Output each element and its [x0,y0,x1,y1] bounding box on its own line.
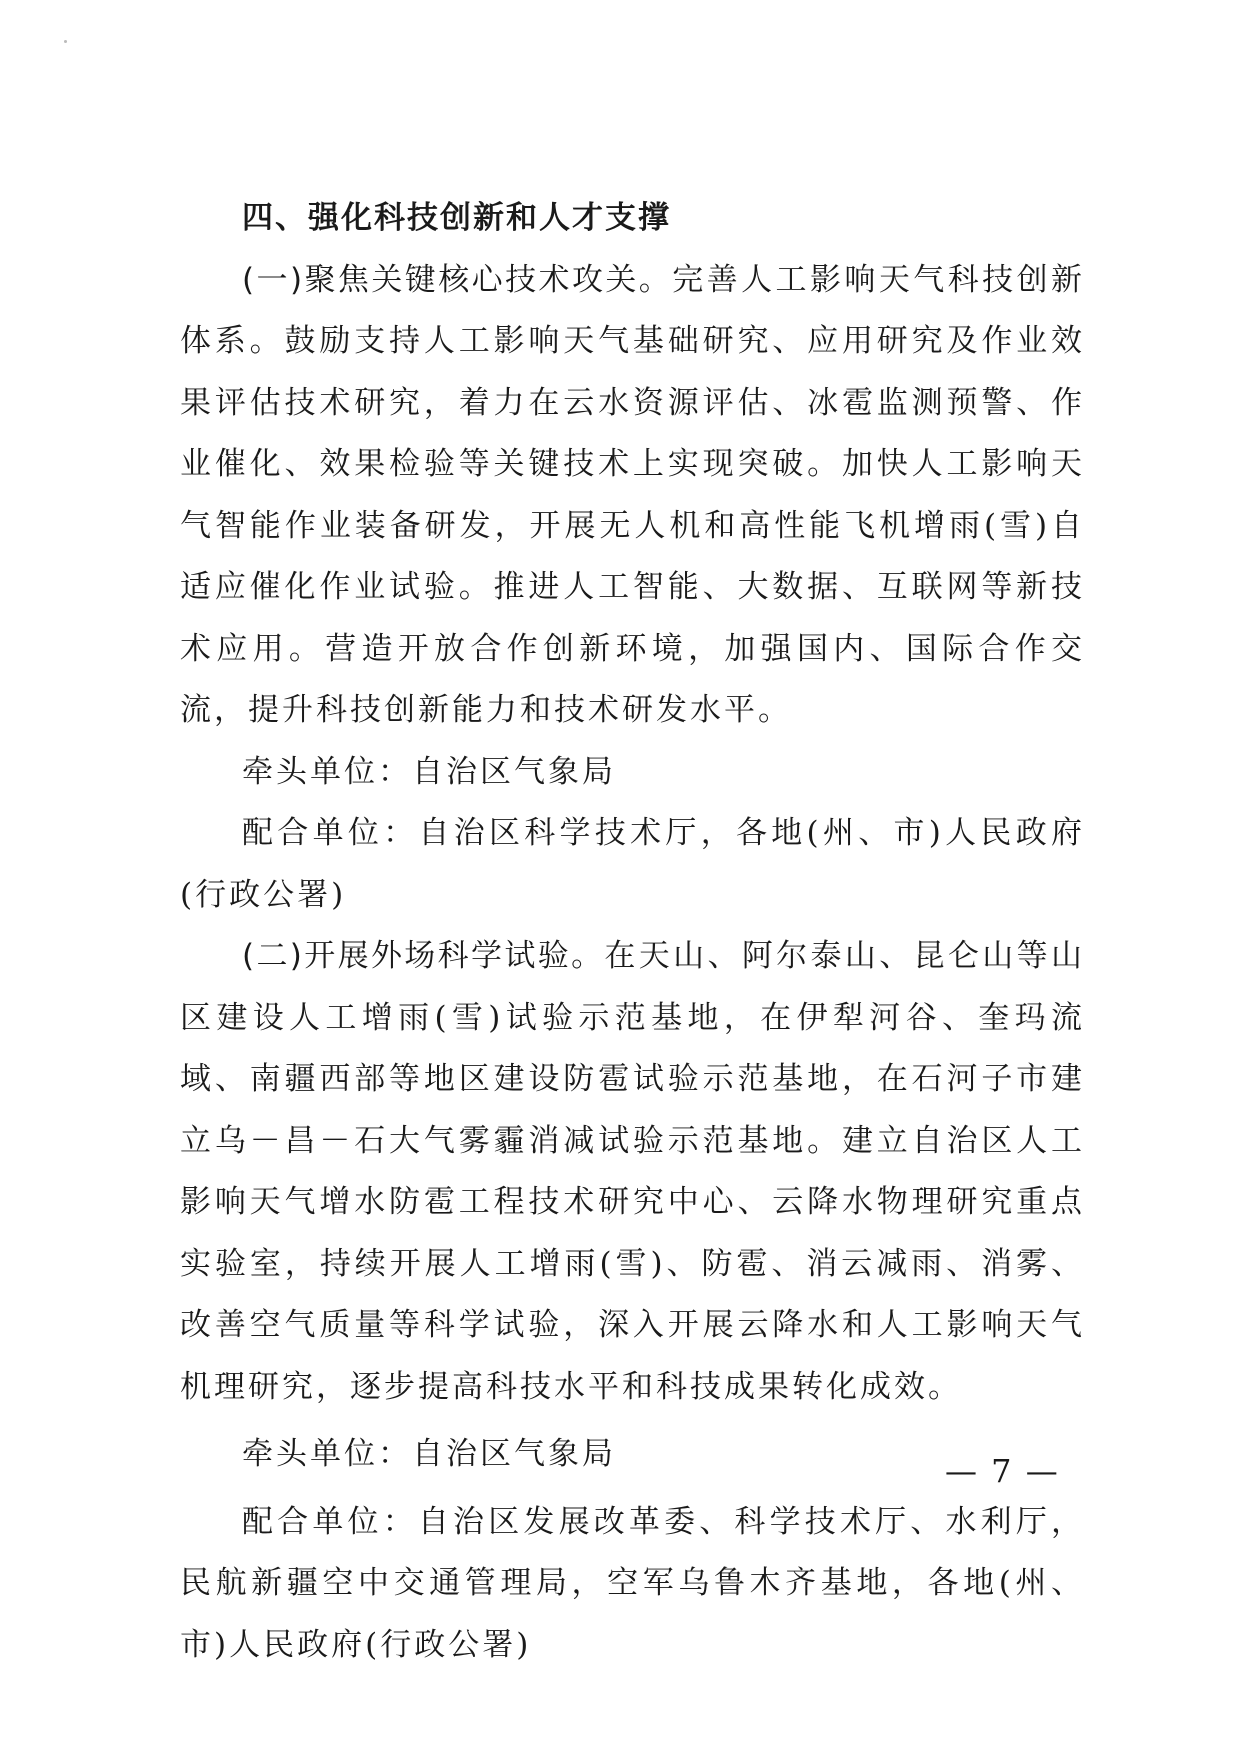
item-1-body: 完善人工影响天气科技创新体系。鼓励支持人工影响天气基础研究、应用研究及作业效果评估技术研究，着力在云水资源评估、冰雹监测预警、作业催化、效果检验等关键技术上实现突破。加快人工影响天气智能作业装备研发，开展无人机和高性能飞机增雨(雪)自适应催化作业试验。推进人工智能、大数据、互联网等新技术应用。营造开放合作创新环境，加强国内、国际合作交流，提升科技创新能力和技术研发水平。 [180,261,1086,728]
scan-speck [64,40,67,43]
section-heading: 四、强化科技创新和人才支撑 [242,200,671,236]
item-1-lead-unit: 牵头单位：自治区气象局 [242,753,616,790]
item-2-support-units: 配合单位：自治区发展改革委、科学技术厅、水利厅，民航新疆空中交通管理局，空军乌鲁木齐基地，各地(州、市)人民政府(行政公署) [180,1503,1085,1663]
item-2-lead-unit: 牵头单位：自治区气象局 [242,1436,616,1472]
item-2-title: (二)开展外场科学试验。 [242,938,605,974]
page-number: — 7 — [945,1452,1060,1490]
item-2-paragraph [180,926,1085,1418]
item-2-body: 在天山、阿尔泰山、昆仑山等山区建设人工增雨(雪)试验示范基地，在伊犁河谷、奎玛流域、南疆西部等地区建设防雹试验示范基地，在石河子市建立乌－昌－石大气雾霾消减试验示范基地。建立自治区人工影响天气增水防雹工程技术研究中心、云降水物理研究重点实验室，持续开展人工增雨(雪)、防雹、消云减雨、消雾、改善空气质量等科学试验，深入开展云降水和人工影响天气机理研究，逐步提高科技水平和科技成果转化成效。 [180,938,1086,1405]
item-1-paragraph [180,250,1085,742]
item-1-title: (一)聚焦关键核心技术攻关。 [242,261,673,298]
item-1-support-units: 配合单位：自治区科学技术厅，各地(州、市)人民政府(行政公署) [180,815,1085,913]
